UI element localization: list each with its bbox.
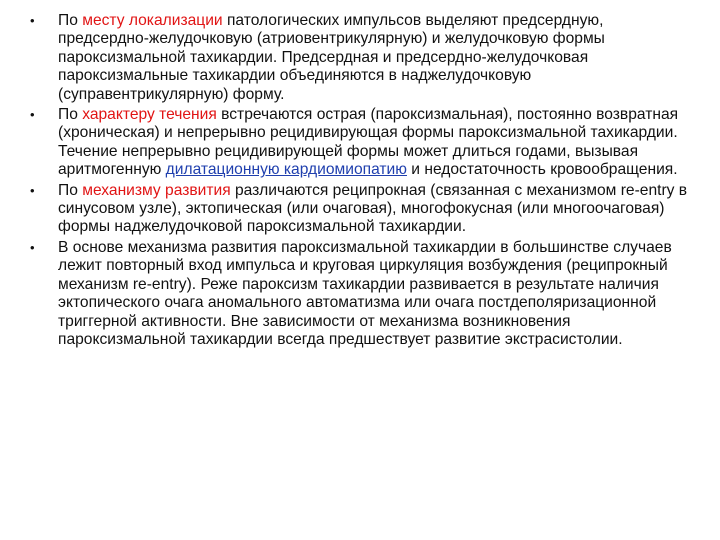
text-segment: встречаются острая (пароксизмальная), постоянно возвратная (хроническая) и непрерывно рецидивирующая формы пароксизмальной тахикардии. Течение непрерывно рецидивирующей формы может длиться годами, вызывая аритмогенную [58, 106, 679, 179]
text-segment: и недостаточность кровообращения. [406, 161, 678, 179]
bullet-text [58, 12, 605, 103]
text-segment: В основе механизма развития пароксизмальной тахикардии в большинстве случаев лежит повторный вход импульса и круговая циркуляция возбуждения (реципрокный механизм re-entry). Реже пароксизм тахикардии развивается в результате наличия эктопического очага аномального автоматизма или очага постдеполяризационной триггерной активности. Вне зависимости от механизма возникновения пароксизмальной тахикардии всегда предшествует развитие экстрасистолии. [58, 238, 672, 348]
text-segment: По [58, 106, 83, 124]
bullet-text [58, 182, 687, 236]
dilated-cardiomyopathy-link[interactable]: дилатационную кардиомиопатию [165, 161, 407, 179]
bullet-item [30, 106, 698, 180]
text-segment: различаются реципрокная (связанная с механизмом re-entry в синусовом узле), эктопическая (или очаговая), многофокусная (или многоочаговая) формы наджелудочковой пароксизмальной тахикардии. [58, 181, 688, 236]
bullet-dot-icon: • [30, 13, 35, 28]
bullet-item [30, 12, 698, 104]
highlight-term: месту локализации [82, 12, 223, 29]
bullet-dot-icon: • [30, 182, 35, 198]
bullet-dot-icon: • [30, 107, 35, 123]
bullet-dot-icon: • [30, 239, 35, 255]
highlight-term: механизму развития [82, 181, 231, 199]
bullet-item [30, 182, 698, 237]
bullet-item [30, 239, 698, 349]
bullet-text [58, 239, 672, 348]
bullet-text [58, 106, 678, 178]
highlight-term: характеру течения [82, 106, 217, 124]
text-segment: По [58, 12, 83, 29]
text-segment: По [58, 181, 83, 199]
bullet-list [30, 12, 698, 351]
text-segment: патологических импульсов выделяют предсердную, предсердно-желудочковую (атриовентрикулярную) и желудочковую формы пароксизмальной тахикардии. Предсердная и предсердно-желудочковая пароксизмальные тахикардии объединяются в наджелудочковую (суправентрикулярную) форму. [58, 12, 605, 103]
